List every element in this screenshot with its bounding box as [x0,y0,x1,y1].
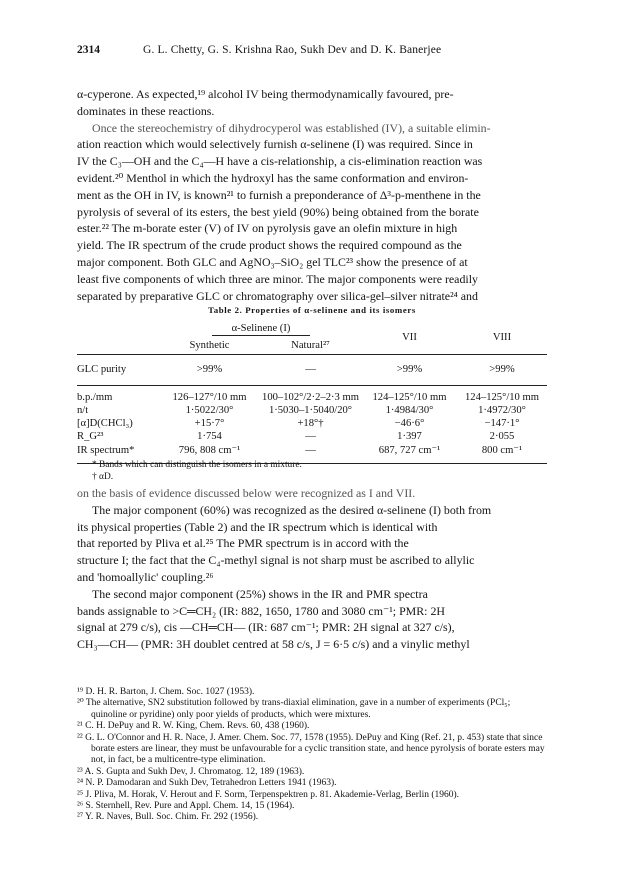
table-row [77,430,547,443]
cell: 1·5030–1·5040/20° [268,405,353,416]
cell: >99% [396,363,423,375]
footnote-23: ²³ A. S. Gupta and Sukh Dev, J. Chromatog. 12, 189 (1963). [77,766,305,777]
table-row [77,404,547,417]
cell: 1·5022/30° [185,405,234,416]
text-line: IV the C₃—OH and the C₄—H have a cis-relationship, a cis-elimination reaction was [77,154,483,169]
group-header: α-Selinene (I) [212,323,311,336]
cell: 124–125°/10 mm [465,392,539,403]
footnote-24: ²⁴ N. P. Damodaran and Sukh Dev, Tetrahedron Letters 1941 (1963). [77,778,337,789]
row-label: R_G²³ [77,431,104,442]
row-label: b.p./mm [77,392,113,403]
text-line: pyrolysis of several of its esters, the best yield (90%) being obtained from the borate [77,204,479,219]
cell: +18°† [297,418,324,429]
body-text-top [77,86,547,304]
row-label: IR spectrum* [77,444,135,456]
row-label: [α]D(CHCl₃) [77,418,133,429]
running-header [77,44,547,64]
text-line: ment as the OH in IV, is known²¹ to furnish a preponderance of Δ³-p-menthene in the [77,187,481,202]
header-synthetic: Synthetic [189,340,230,352]
cell: 126–127°/10 mm [172,392,247,403]
row-label: n/t [77,405,89,416]
table-row [77,443,547,457]
cell: 1·4984/30° [385,405,434,416]
row-label: GLC purity [77,363,127,375]
table-caption: Table 2. Properties of α-selinene and its isomers [208,305,416,315]
table-row [77,362,547,376]
text-line: structure I; the fact that the C₄-methyl signal is not sharp must be ascribed to allylic [77,553,475,568]
cell: 1·754 [197,431,222,442]
cell: 687, 727 cm⁻¹ [378,445,441,456]
cell: +15·7° [194,418,225,429]
properties-table [77,321,547,464]
text-line: Once the stereochemistry of dihydrocyperol was established (IV), a suitable elimin- [92,120,491,135]
text-line: separated by preparative GLC or chromatography over silica-gel–silver nitrate²⁴ and [77,288,478,303]
cell: 100–102°/2·2–2·3 mm [262,392,359,403]
cell: — [305,363,316,375]
header-vii: VII [402,331,417,343]
cell: 1·4972/30° [478,405,526,416]
cell: −147·1° [484,418,520,429]
text-line: that reported by Pliva et al.²⁵ The PMR spectrum is in accord with the [77,536,409,551]
cell: >99% [196,363,223,375]
page-number: 2314 [77,44,100,56]
footnote-20: ²⁰ The alternative, SN2 substitution followed by trans-diaxial elimination, gave in a number of experiments (PCl₅; quinoline or pyridine) only poor yields of products, which were mixtures. [77,698,511,720]
cell: 800 cm⁻¹ [481,445,523,456]
table-row [77,391,547,404]
table-note: * Bands which can distinguish the isomers in a mixture. [92,460,302,470]
cell: >99% [489,363,515,375]
text-line: α-cyperone. As expected,¹⁹ alcohol IV being thermodynamically favoured, pre- [77,87,454,101]
text-line: least five components of which three are minor. The major components were readily [77,271,478,286]
footnote-25: ²⁵ J. Pliva, M. Horak, V. Herout and F. Sorm, Terpenspektren p. 81. Akademie-Verlag, Berlin (1960). [77,789,460,800]
cell: — [305,444,316,456]
cell: 1·397 [397,431,422,442]
text-line: ester.²² The m-borate ester (V) of IV on pyrolysis gave an olefin mixture in high [77,221,458,236]
text-line: CH₃—CH— (PMR: 3H doublet centred at 58 c/s, J = 6·5 c/s) and a vinylic methyl [77,637,470,652]
table-row [77,417,547,430]
body-text-bottom [77,485,547,653]
cell: — [305,431,316,442]
footnote-22: ²² G. L. O'Connor and H. R. Nace, J. Amer. Chem. Soc. 77, 1578 (1955). DePuy and King (Ref. 21, p. 453) state that since borate esters are linear, they must be unfavourable for a cyclic transition state, and hence pyrolysis of borate esters may not, in fact, be a multicentre-type elimination. [77,732,545,766]
table-notes [92,459,302,483]
footnote-19: ¹⁹ D. H. R. Barton, J. Chem. Soc. 1027 (1953). [77,687,255,697]
footnote-21: ²¹ C. H. DePuy and R. W. King, Chem. Revs. 60, 438 (1960). [77,721,310,732]
cell: −46·6° [394,418,425,429]
text-line: signal at 279 c/s), cis —CH═CH— (IR: 687 cm⁻¹; PMR: 2H signal at 327 c/s), [77,620,455,635]
footnote-references [77,687,547,824]
table-note: † αD. [92,472,114,482]
text-line: and 'homoallylic' coupling.²⁶ [77,569,214,584]
text-line: The major component (60%) was recognized as the desired α-selinene (I) both from [92,502,492,517]
running-authors: G. L. Chetty, G. S. Krishna Rao, Sukh Dev and D. K. Banerjee [143,44,442,56]
header-natural: Natural²⁷ [291,340,330,352]
text-line: evident.²⁰ Menthol in which the hydroxyl has the same conformation and environ- [77,170,469,185]
header-viii: VIII [492,331,512,343]
text-line: its physical properties (Table 2) and the IR spectrum which is identical with [77,519,438,534]
text-line: yield. The IR spectrum of the crude product shows the required compound as the [77,238,462,253]
cell: 124–125°/10 mm [372,392,447,403]
text-line: ation reaction which would selectively furnish α-selinene (I) was required. Since in [77,137,473,152]
text-line: dominates in these reactions. [77,103,215,118]
cell: 796, 808 cm⁻¹ [178,445,241,456]
footnote-27: ²⁷ Y. R. Naves, Bull. Soc. Chim. Fr. 292 (1956). [77,812,259,823]
text-line: The second major component (25%) shows in the IR and PMR spectra [92,586,428,601]
cell: 2·055 [489,431,515,442]
text-line: major component. Both GLC and AgNO₃–SiO₂ gel TLC²³ show the presence of at [77,254,468,269]
footnote-26: ²⁶ S. Sternhell, Rev. Pure and Appl. Chem. 14, 15 (1964). [77,801,295,812]
text-line: bands assignable to >C═CH₂ (IR: 882, 1650, 1780 and 3080 cm⁻¹; PMR: 2H [77,603,445,618]
text-line: on the basis of evidence discussed below were recognized as I and VII. [77,486,416,500]
